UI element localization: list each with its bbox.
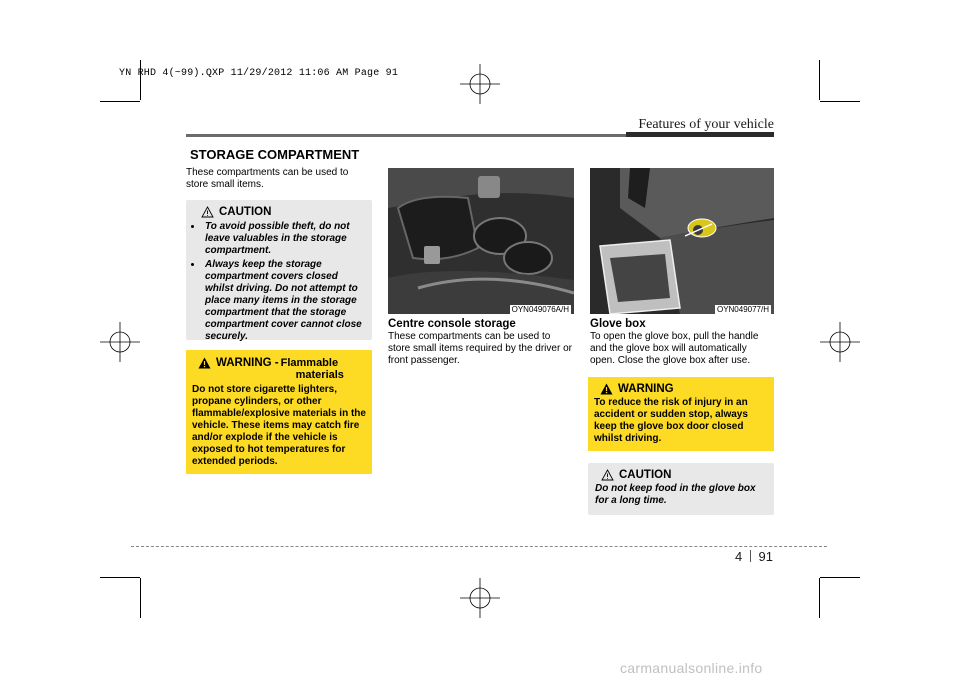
caution-glove-box: [588, 463, 774, 515]
glove-box-title: Glove box: [590, 318, 646, 330]
warning-glove-heading: [600, 383, 768, 395]
centre-console-text: These compartments can be used to store small items required by the driver or front passenger.: [388, 331, 572, 366]
warning-triangle-icon: [600, 383, 613, 395]
warning-title: WARNING -: [216, 357, 279, 369]
crop-mark: [100, 101, 140, 102]
caution-glove-heading: [601, 469, 767, 481]
crop-mark: [140, 60, 141, 100]
caution-heading: [201, 206, 365, 218]
caution-title: CAUTION: [219, 206, 272, 218]
storage-intro-text: These compartments can be used to store small items.: [186, 167, 349, 190]
warning-subtitle-line1: Flammable: [280, 357, 339, 369]
crop-mark: [140, 578, 141, 618]
page-number-value: 91: [758, 549, 773, 564]
registration-target-icon: [98, 320, 142, 364]
storage-compartment-heading: STORAGE COMPARTMENT: [190, 147, 360, 162]
page-number: [735, 549, 773, 564]
caution-item: • Always keep the storage compartment covers closed whilst driving. Do not attempt to place many items in the storage compartment that the storage compartment cover cannot close securely.: [203, 259, 365, 343]
warning-triangle-icon: [198, 357, 211, 369]
registration-target-icon: [818, 320, 862, 364]
crop-mark: [819, 578, 820, 618]
caution-glove-title: CAUTION: [619, 469, 672, 481]
caution-triangle-icon: [601, 469, 614, 481]
caution-glove-text: Do not keep food in the glove box for a long time.: [595, 483, 756, 506]
centre-console-image: [388, 168, 574, 314]
print-file-header: YN RHD 4(~99).QXP 11/29/2012 11:06 AM Page 91: [119, 68, 399, 79]
warning-subtitle-line2: materials: [295, 369, 344, 381]
registration-target-icon: [458, 62, 502, 106]
glove-box-image-code: OYN049077/H: [716, 305, 769, 314]
warning-heading: [198, 357, 366, 381]
centre-console-image-code: OYN049076A/H: [511, 305, 569, 314]
page-divider: [750, 550, 751, 562]
crop-mark: [100, 577, 140, 578]
warning-subtitle: [281, 357, 344, 381]
warning-flammable-box: [186, 350, 372, 474]
glove-box-image: [590, 168, 774, 314]
crop-mark: [819, 60, 820, 100]
caution-triangle-icon: [201, 206, 214, 218]
centre-console-illustration: [388, 168, 574, 314]
warning-glove-box: [588, 377, 774, 451]
centre-console-title: Centre console storage: [388, 318, 516, 330]
section-title: Features of your vehicle: [638, 117, 774, 132]
glove-box-illustration: [590, 168, 774, 314]
footer-dashed-rule: [131, 546, 827, 547]
footer-brand-link[interactable]: carmanualsonline.info: [620, 660, 763, 676]
warning-flammable-text: Do not store cigarette lighters, propane cylinders, or other flammable/explosive materials in the vehicle. These items may catch fire and/or explode if the vehicle is exposed to hot temperatures for extended periods.: [192, 384, 366, 467]
glove-box-text: To open the glove box, pull the handle and the glove box will automatically open. Close the glove box after use.: [590, 331, 759, 366]
title-rule-accent: [626, 132, 774, 137]
crop-mark: [820, 101, 860, 102]
crop-mark: [820, 577, 860, 578]
warning-glove-text: To reduce the risk of injury in an accident or sudden stop, always keep the glove box door closed whilst driving.: [594, 397, 748, 444]
caution-box: [186, 200, 372, 340]
chapter-number: 4: [735, 549, 743, 564]
registration-target-icon: [458, 576, 502, 620]
warning-glove-title: WARNING: [618, 383, 674, 395]
caution-list: [193, 221, 365, 343]
caution-item: • To avoid possible theft, do not leave valuables in the storage compartment.: [203, 221, 365, 257]
